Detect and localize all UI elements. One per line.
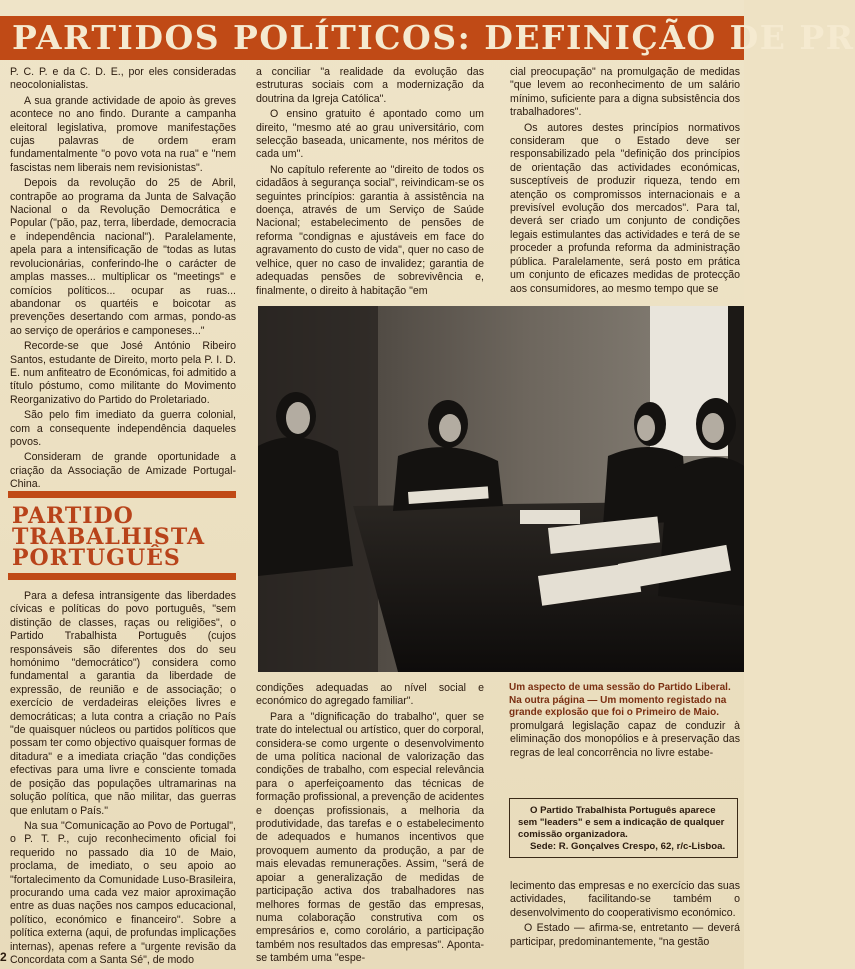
paragraph: cial preocupação" na promulgação de medidas "que levem ao reconhecimento de um salário mínimo, suficiente para a digna subsistência dos trabalhadores". (510, 66, 740, 119)
paragraph: P. C. P. e da C. D. E., por eles consideradas neocolonialistas. (10, 66, 236, 92)
paragraph: O Estado — afirma-se, entretanto — deverá participar, predominantemente, "na gestão (510, 922, 740, 948)
section-heading: PARTIDO TRABALHISTA PORTUGUÊS (12, 503, 206, 571)
photo-caption: Um aspecto de uma sessão do Partido Liberal. Na outra página — Um momento registado na grande explosão que foi o Primeiro de Maio. (509, 682, 731, 719)
paragraph: promulgará legislação capaz de conduzir à eliminação dos monopólios e à preservação das regras de leal concorrência no livre estabe- (510, 720, 740, 759)
paragraph: Para a "dignificação do trabalho", quer se trate do intelectual ou artístico, quer do corporal, considera-se como urgente o desenvolvimento de uma política nacional de valorização das condições de trabalho, com especial relevância para o aperfeiçoamento das técnicas de formação profissional, a prevenção de acidentes e doenças profissionais, a melhoria da produtividade, das tarefas e o estabelecimento de adequados e humanos incentivos que provoquem aumento da produção, a par de mais elevadas remunerações. Assim, "será de apoiar a generalização de medidas de participação activa dos trabalhadores nas melhores formas de gestão das empresas, numa colaboração construtiva com os empresários e, como corolário, a participação também nos resultados das empresas". Aponta-se também uma "espe- (256, 710, 484, 965)
column-3-middle (510, 720, 740, 762)
paragraph: Depois da revolução do 25 de Abril, contrapõe ao programa da Junta de Salvação Nacional o da Revolução Democrática e Popular ("pão, paz, terra, liberdade, democracia e independência nacional"). Paralelamente, apela para a intensificação de "todas as lutas revolucionárias, conferindo-lhe o carácter de amplas masses... multiplicar os "meetings" e comícios políticos... ocupar as ruas... abandonar os quartéis e boicotar as prevenções desertando com armas, pondo-as ao serviço de operários e camponeses..." (10, 177, 236, 337)
paragraph: No capítulo referente ao "direito de todos os cidadãos à segurança social", reivindicam-se os seguintes princípios: garantia à assistência na doença, através de um Serviço de Saúde Nacional; estabelecimento de pensões de reforma "condignas e ajustáveis em face do agravamento do custo de vida", quer no caso de velhice, quer no caso de invalidez; garantia de adequadas pensões de sobrevivência e, finalmente, o direito à habitação "em (256, 163, 484, 297)
paragraph: São pelo fim imediato da guerra colonial, com a consequente independência daqueles povos. (10, 409, 236, 448)
info-box (509, 798, 738, 858)
page-number: 2 (0, 950, 7, 964)
info-box-address: Sede: R. Gonçalves Crespo, 62, r/c-Lisboa. (530, 841, 726, 852)
photo-illustration (258, 306, 744, 672)
paragraph: Recorde-se que José António Ribeiro Santos, estudante de Direito, morto pela P. I. D. E. num anfiteatro de Económicas, foi admitido a título póstumo, como militante do Movimento Reorganizativo do Partido do Proletariado. (10, 340, 236, 406)
section-rule-bottom (8, 573, 236, 580)
paragraph: Consideram de grande oportunidade a criação da Associação de Amizade Portugal-China. (10, 451, 236, 491)
paragraph: Os autores destes princípios normativos consideram que o Estado deve ser responsabilizado pela "definição dos princípios de orientação das actividades económicas, susceptíveis de produzir riqueza, tendo em atenção os compromissos internacionais e a previsível evolução dos mercados". Para tal, deverá ser criado um conjunto de condições legais estimulantes das actividades e terá de se proceder a profunda reforma da administração pública. Paralelamente, será posto em prática um conjunto de eficazes medidas de protecção aos consumidores, ao mesmo tempo que se (510, 121, 740, 295)
paragraph: Para a defesa intransigente das liberdades cívicas e políticas do povo português, "sem distinção de classes, raças ou religiões", o Partido Trabalhista Português (cujos responsáveis são diferentes dos do seu homónimo "democrático") considera como fundamental a garantia da liberdade de expressão, de reunião e de associação; o exercício de verdadeiras eleições livres e democráticas; a luta contra a criação no País "de quaisquer núcleos ou partidos políticos que possam ter como objectivo quaisquer formas de ditadura" e a imediata criação "das condições efectivas para uma livre e consciente tomada de posição das populações ultramarinas na solução política, que não militar, das guerras que enlutam o País." (10, 590, 236, 817)
column-3-top (510, 66, 740, 298)
column-2-top (256, 66, 484, 300)
paragraph: Na sua "Comunicação ao Povo de Portugal", o P. T. P., cujo reconhecimento oficial foi requerido no passado dia 10 de Maio, proclama, de imediato, o seu apoio ao "fortalecimento da Comunidade Luso-Brasileira, procurando uma cada vez maior aproximação entre as duas nações nos campos educacional, político, económico e financeiro". Sobre a política externa (aqui, de profundas implicações internas), apenas refere a "urgente revisão da Concordata com a Santa Sé", de modo (10, 819, 236, 966)
paragraph: condições adequadas ao nível social e económico do agregado familiar". (256, 682, 484, 708)
column-2-bottom (256, 682, 484, 968)
info-box-text: O Partido Trabalhista Português aparece sem "leaders" e sem a indicação de qualquer comissão organizadora. (518, 805, 725, 840)
column-1-top (10, 66, 236, 494)
header-banner (0, 16, 855, 60)
page-title: PARTIDOS POLÍTICOS: DEFINIÇÃO DE PR (12, 18, 855, 57)
meeting-photo (258, 306, 744, 672)
paragraph: lecimento das empresas e no exercício das suas actividades, facilitando-se também o desenvolvimento do cooperativismo económico. (510, 880, 740, 919)
column-3-bottom (510, 880, 740, 951)
paragraph: O ensino gratuito é apontado como um direito, "mesmo até ao grau universitário, com selecção baseada, unicamente, nos méritos de cada um". (256, 108, 484, 161)
section-rule-top (8, 491, 236, 498)
paragraph: A sua grande actividade de apoio às greves acontece no ano findo. Durante a campanha eleitoral legislativa, promove manifestações cujas palavras de ordem eram fundamentalmente "o povo vota na rua" e "nem fascistas nem liberais nem revisionistas". (10, 94, 236, 174)
column-1-bottom (10, 590, 236, 969)
paragraph: a conciliar "a realidade da evolução das estruturas sociais com a modernização da doutrina da Igreja Católica". (256, 66, 484, 105)
